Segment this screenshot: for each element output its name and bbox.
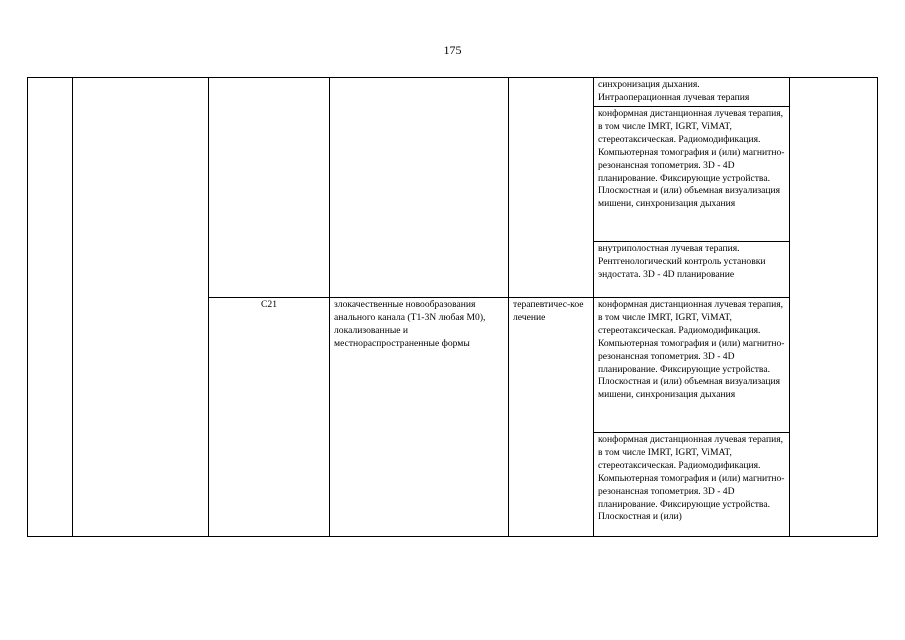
treatment-text: терапевтичес-кое лечение — [513, 299, 584, 323]
method-text: внутриполостная лучевая терапия. Рентгенологический контроль установки эндостата. 3D - 4D планирование — [598, 243, 766, 280]
method-text: конформная дистанционная лучевая терапия, в том числе IMRT, IGRT, ViMAT, стереотаксическая. Радиомодификация. Компьютерная томография и (или) магнитно-резонансная топометрия. 3D - 4D планирование. Фиксирующие устройства. Плоскостная и (или) объемная визуализация мишени, синхронизация дыхания — [598, 299, 785, 401]
diagnosis-cell — [330, 298, 509, 537]
medical-care-table — [27, 77, 878, 537]
cost-cell — [790, 78, 878, 537]
method-text: синхронизация дыхания. Интраоперационная лучевая терапия — [598, 79, 750, 103]
method-text: конформная дистанционная лучевая терапия, в том числе IMRT, IGRT, ViMAT, стереотаксическая. Радиомодификация. Компьютерная томография и (или) магнитно-резонансная топометрия. 3D - 4D планирование. Фиксирующие устройства. Плоскостная и (или) объемная визуализация мишени, синхронизация дыхания — [598, 108, 785, 210]
code-cell — [209, 298, 330, 537]
diagnosis-cell — [330, 78, 509, 298]
method-cell — [594, 433, 790, 537]
icd-code: C21 — [261, 299, 277, 310]
method-cell — [594, 298, 790, 433]
code-cell — [209, 78, 330, 298]
page-number: 175 — [443, 43, 462, 57]
diagnosis-text: злокачественные новообразования анального канала (T1-3N любая M0), локализованные и местнораспространенные формы — [334, 299, 486, 349]
method-cell — [594, 78, 790, 107]
method-cell — [594, 107, 790, 242]
treatment-cell — [509, 298, 594, 537]
method-text: конформная дистанционная лучевая терапия, в том числе IMRT, IGRT, ViMAT, стереотаксическая. Радиомодификация. Компьютерная томография и (или) магнитно-резонансная топометрия. 3D - 4D планирование. Фиксирующие устройства. Плоскостная и (или) — [598, 434, 785, 523]
number-cell — [28, 78, 73, 537]
method-cell — [594, 242, 790, 298]
treatment-cell — [509, 78, 594, 298]
table-row — [28, 78, 878, 107]
profile-cell — [73, 78, 209, 537]
